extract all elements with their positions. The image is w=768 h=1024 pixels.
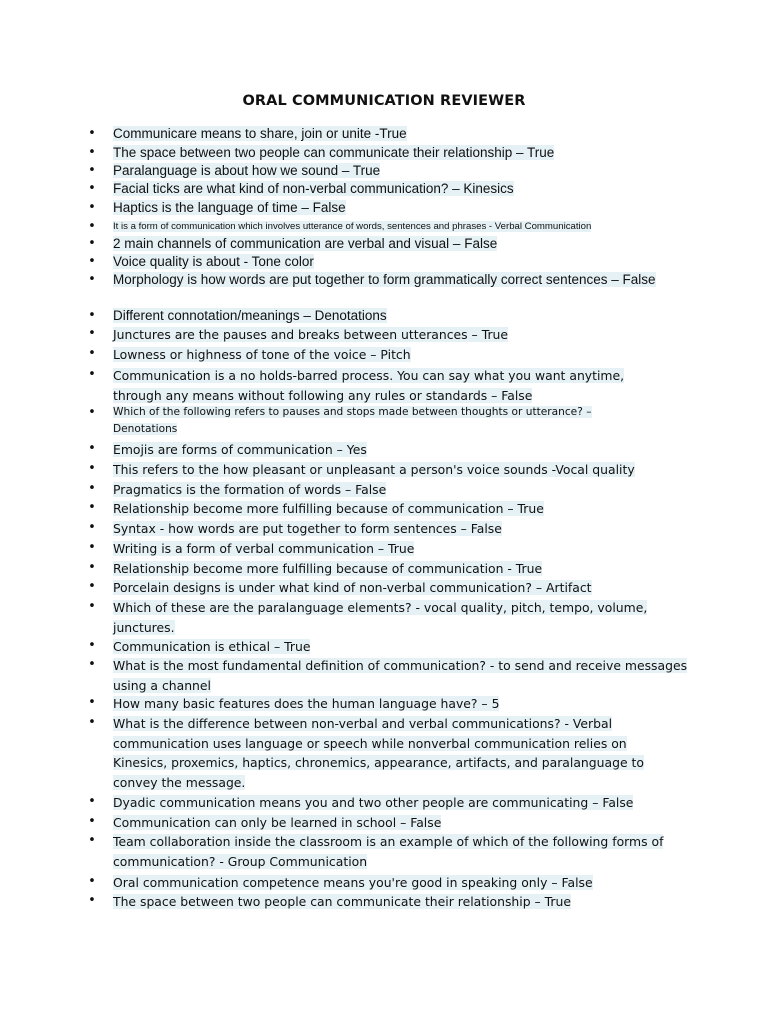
- bullet: •: [88, 163, 96, 178]
- bullet: •: [88, 145, 96, 160]
- bullet: •: [88, 181, 96, 196]
- bullet: •: [88, 695, 96, 710]
- bullet: •: [88, 236, 96, 251]
- bullet: •: [88, 638, 96, 653]
- bullet: •: [88, 326, 96, 341]
- bullet: •: [88, 893, 96, 908]
- item-text: Writing is a form of verbal communication – True: [113, 541, 415, 556]
- bullet: •: [88, 126, 96, 141]
- item-text: Pragmatics is the formation of words – False: [113, 482, 387, 497]
- item-text: Which of the following refers to pauses and stops made between thoughts or utterance? – Denotations: [113, 406, 592, 435]
- bullet: •: [88, 405, 96, 420]
- page-title: ORAL COMMUNICATION REVIEWER: [242, 93, 526, 109]
- bullet: •: [88, 308, 96, 323]
- bullet: •: [88, 560, 96, 575]
- item-text: Syntax - how words are put together to form sentences – False: [113, 521, 502, 536]
- item-text: The space between two people can communicate their relationship – True: [113, 894, 571, 909]
- bullet: •: [88, 200, 96, 215]
- item-text: It is a form of communication which involves utterance of words, sentences and phrases - Verbal Communication: [113, 221, 592, 232]
- bullet: •: [88, 520, 96, 535]
- bullet: •: [88, 599, 96, 614]
- item-text: This refers to the how pleasant or unpleasant a person's voice sounds -Vocal quality: [113, 462, 635, 477]
- item-text: Voice quality is about - Tone color: [113, 254, 314, 269]
- item-text: Communication is ethical – True: [113, 639, 311, 654]
- bullet: •: [88, 657, 96, 672]
- item-text: Dyadic communication means you and two other people are communicating – False: [113, 795, 634, 810]
- item-text: Facial ticks are what kind of non-verbal communication? – Kinesics: [113, 181, 514, 196]
- item-text: Paralanguage is about how we sound – True: [113, 163, 381, 178]
- item-text: Junctures are the pauses and breaks between utterances – True: [113, 327, 509, 342]
- item-text: Relationship become more fulfilling because of communication – True: [113, 501, 544, 516]
- bullet: •: [88, 794, 96, 809]
- item-text: Lowness or highness of tone of the voice – Pitch: [113, 347, 411, 362]
- item-text: Haptics is the language of time – False: [113, 200, 346, 215]
- item-text: Different connotation/meanings – Denotations: [113, 308, 387, 323]
- item-text: How many basic features does the human language have? – 5: [113, 696, 500, 711]
- bullet: •: [88, 715, 96, 730]
- bullet: •: [88, 254, 96, 269]
- item-text: Morphology is how words are put together to form grammatically correct sentences – False: [113, 272, 656, 287]
- item-text: Relationship become more fulfilling because of communication - True: [113, 561, 543, 576]
- item-text: Oral communication competence means you're good in speaking only – False: [113, 875, 593, 890]
- bullet: •: [88, 579, 96, 594]
- bullet: •: [88, 833, 96, 848]
- bullet: •: [88, 272, 96, 287]
- bullet: •: [88, 367, 96, 382]
- item-text: Team collaboration inside the classroom is an example of which of the following forms of communication? - Group Communication: [113, 834, 664, 869]
- item-text: What is the most fundamental definition of communication? - to send and receive messages using a channel: [113, 658, 688, 693]
- item-text: Communicare means to share, join or unite -True: [113, 126, 407, 141]
- item-text: Communication can only be learned in school – False: [113, 815, 442, 830]
- bullet: •: [88, 441, 96, 456]
- item-text: Porcelain designs is under what kind of non-verbal communication? – Artifact: [113, 580, 592, 595]
- item-text: Which of these are the paralanguage elements? - vocal quality, pitch, tempo, volume, junctures.: [113, 600, 648, 635]
- bullet: •: [88, 346, 96, 361]
- bullet: •: [88, 540, 96, 555]
- item-text: The space between two people can communicate their relationship – True: [113, 145, 555, 160]
- bullet: •: [88, 481, 96, 496]
- bullet: •: [88, 461, 96, 476]
- bullet: •: [88, 500, 96, 515]
- item-text: What is the difference between non-verbal and verbal communications? - Verbal communication uses language or speech while nonverbal communication relies on Kinesics, proxemics, haptics, chronemics, appearance, artifacts, and paralanguage to convey the message.: [113, 716, 644, 790]
- item-text: Communication is a no holds-barred process. You can say what you want anytime, through any means without following any rules or standards – False: [113, 368, 625, 403]
- bullet: •: [88, 219, 96, 234]
- bullet: •: [88, 814, 96, 829]
- item-text: Emojis are forms of communication – Yes: [113, 442, 367, 457]
- bullet: •: [88, 874, 96, 889]
- item-text: 2 main channels of communication are verbal and visual – False: [113, 236, 498, 251]
